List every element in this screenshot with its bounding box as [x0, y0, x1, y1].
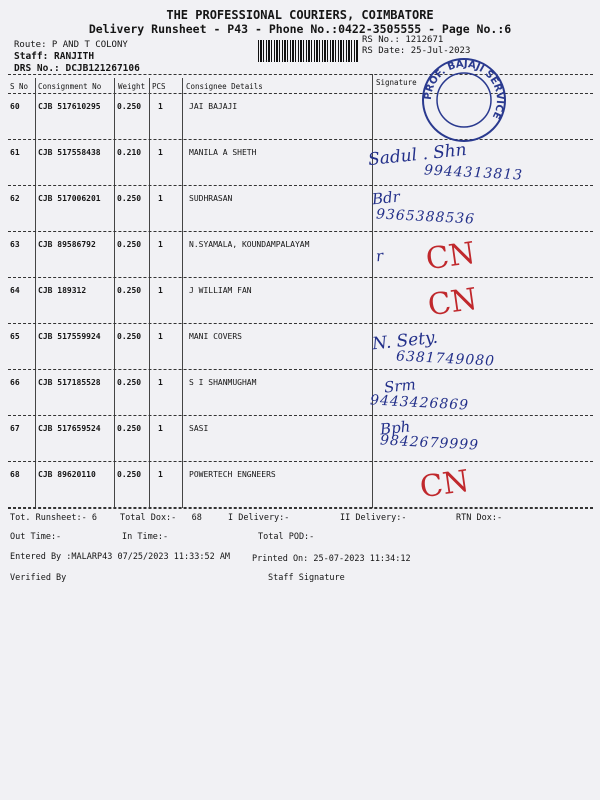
row-pcs: 1: [158, 148, 163, 157]
row-separator: [8, 369, 593, 370]
drs-number: DRS No.: DCJB121267106: [14, 63, 140, 74]
row-weight: 0.250: [117, 194, 142, 203]
col-signature: Signature: [376, 78, 417, 87]
handwritten-phone: 9944313813: [423, 162, 524, 184]
row-pcs: 1: [158, 286, 163, 295]
rtn-dox: RTN Dox:-: [456, 513, 503, 523]
row-sno: 62: [10, 194, 20, 203]
cn-mark: CN: [423, 235, 478, 278]
total-pod: Total POD:-: [258, 532, 315, 542]
signature-scribble: Sadul . Shn: [367, 139, 468, 171]
row-sno: 65: [10, 332, 20, 341]
row-consignment: CJB 517610295: [38, 102, 101, 111]
row-sno: 68: [10, 470, 20, 479]
rs-date: RS Date: 25-Jul-2023: [362, 46, 471, 56]
signature-scribble: Bph: [379, 417, 412, 439]
stamp-graphic: [420, 56, 508, 144]
row-weight: 0.250: [117, 424, 142, 433]
route: Route: P AND T COLONY: [14, 40, 128, 50]
row-consignee: JAI BAJAJI: [189, 102, 238, 111]
row-weight: 0.250: [117, 378, 142, 387]
row-weight: 0.250: [117, 240, 142, 249]
row-consignee: POWERTECH ENGNEERS: [189, 470, 276, 479]
row-sno: 66: [10, 378, 20, 387]
row-consignee: MANI COVERS: [189, 332, 242, 341]
row-separator: [8, 461, 593, 462]
stamp-text: PROF. BAJAJI SERVICE: [422, 58, 506, 121]
row-pcs: 1: [158, 194, 163, 203]
row-separator: [8, 323, 593, 324]
staff-signature: Staff Signature: [268, 573, 345, 583]
row-separator: [8, 185, 593, 186]
col-consignment: Consignment No: [38, 82, 102, 91]
total-dox: Total Dox:- 68: [120, 513, 202, 523]
cn-mark: CN: [425, 281, 480, 324]
row-separator: [8, 277, 593, 278]
row-consignee: SASI: [189, 424, 209, 433]
out-time: Out Time:-: [10, 532, 62, 542]
row-consignment: CJB 517558438: [38, 148, 101, 157]
round-stamp: [420, 56, 508, 144]
row-weight: 0.210: [117, 148, 142, 157]
row-sno: 61: [10, 148, 20, 157]
printed-on: Printed On: 25-07-2023 11:34:12: [252, 554, 411, 564]
handwritten-phone: 9842679999: [379, 432, 480, 454]
row-separator: [8, 231, 593, 232]
row-consignment: CJB 517006201: [38, 194, 101, 203]
row-consignee: S I SHANMUGHAM: [189, 378, 257, 387]
signature-scribble: Srm: [383, 375, 417, 397]
svg-text:PROF. BAJAJI SERVICE: [423, 59, 505, 121]
row-pcs: 1: [158, 424, 163, 433]
row-consignment: CJB 517659524: [38, 424, 101, 433]
handwritten-phone: 9365388536: [375, 206, 476, 228]
row-pcs: 1: [158, 378, 163, 387]
row-weight: 0.250: [117, 286, 142, 295]
row-weight: 0.250: [117, 102, 142, 111]
row-consignment: CJB 189312: [38, 286, 87, 295]
handwritten-phone: 9443426869: [369, 392, 470, 414]
company-name: THE PROFESSIONAL COURIERS, COIMBATORE: [166, 8, 434, 22]
row-consignment: CJB 517559924: [38, 332, 101, 341]
row-separator: [8, 415, 593, 416]
row-pcs: 1: [158, 240, 163, 249]
row-consignee: J WILLIAM FAN: [189, 286, 252, 295]
signature-scribble: Bdr: [371, 187, 401, 209]
col-consignee: Consignee Details: [186, 82, 263, 91]
entered-by: Entered By :MALARP43 07/25/2023 11:33:52 AM: [10, 552, 231, 562]
handwritten-phone: 6381749080: [395, 348, 496, 370]
row-consignment: CJB 517185528: [38, 378, 101, 387]
col-sno: S No: [10, 82, 29, 91]
row-weight: 0.250: [117, 332, 142, 341]
row-weight: 0.250: [117, 470, 142, 479]
barcode: [258, 40, 358, 62]
verified-by: Verified By: [10, 573, 67, 583]
col-weight: Weight: [118, 82, 146, 91]
staff: Staff: RANJITH: [14, 51, 95, 62]
row-pcs: 1: [158, 102, 163, 111]
row-consignment: CJB 89620110: [38, 470, 96, 479]
ii-delivery: II Delivery:-: [340, 513, 407, 523]
rs-number: RS No.: 1212671: [362, 35, 444, 45]
row-sno: 60: [10, 102, 20, 111]
runsheet-subtitle: Delivery Runsheet - P43 - Phone No.:0422-3505555 - Page No.:6: [88, 22, 512, 36]
tot-runsheet: Tot. Runsheet:- 6: [10, 513, 97, 523]
signature-scribble: N. Sety.: [371, 327, 439, 355]
row-consignee: MANILA A SHETH: [189, 148, 257, 157]
row-consignment: CJB 89586792: [38, 240, 96, 249]
row-sno: 67: [10, 424, 20, 433]
row-pcs: 1: [158, 470, 163, 479]
i-delivery: I Delivery:-: [228, 513, 290, 523]
row-sno: 63: [10, 240, 20, 249]
signature-scribble: r: [375, 246, 385, 266]
row-sno: 64: [10, 286, 20, 295]
cn-mark: CN: [417, 463, 472, 506]
col-pcs: PCS: [152, 82, 166, 91]
row-pcs: 1: [158, 332, 163, 341]
row-consignee: SUDHRASAN: [189, 194, 233, 203]
in-time: In Time:-: [122, 532, 169, 542]
row-consignee: N.SYAMALA, KOUNDAMPALAYAM: [189, 240, 310, 249]
